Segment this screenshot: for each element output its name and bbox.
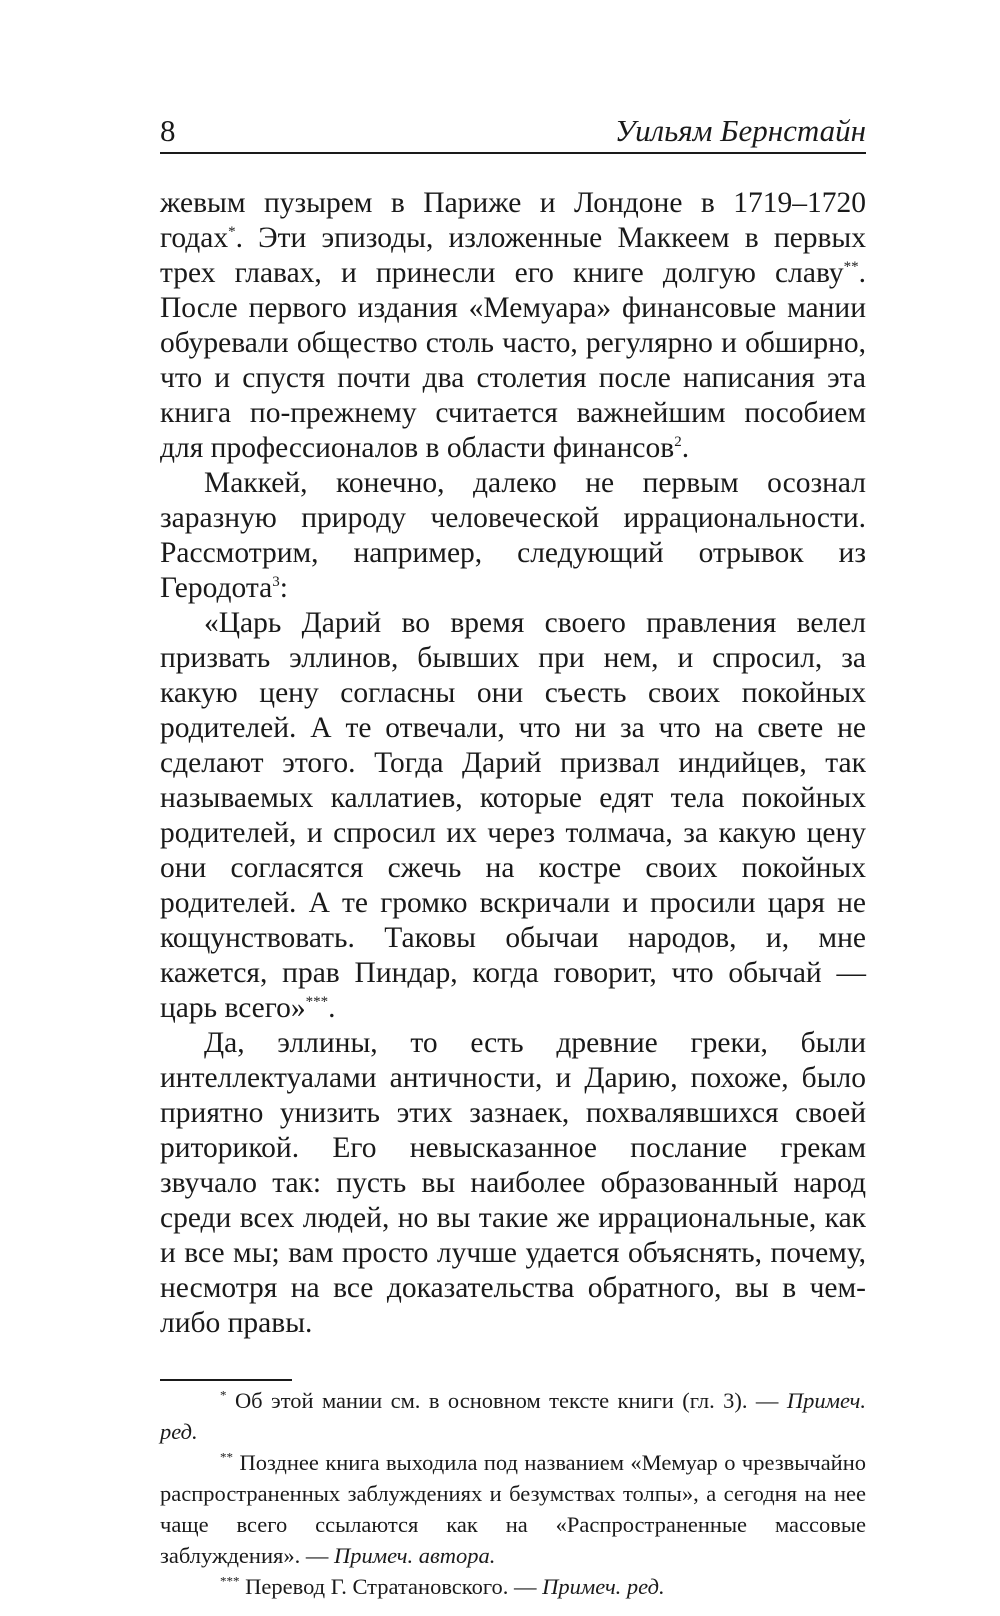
text-run: . bbox=[328, 992, 336, 1024]
page-header bbox=[160, 110, 866, 154]
paragraph-4 bbox=[160, 1026, 866, 1341]
text-run: Да, эллины, то есть древние греки, были интеллектуалами античности, и Дарию, похоже, было приятно унизить этих зазнаек, похвалявшихся своей риторикой. Его невысказанное послание грекам звучало так: пусть вы наиболее образованный народ среди всех людей, но вы такие же иррациональные, как и все мы; вам просто лучше удается объяснять, почему, несмотря на все доказательства обратного, вы в чем-либо правы. bbox=[160, 1027, 866, 1339]
footnote-marker: ** bbox=[843, 259, 859, 276]
footnote-2 bbox=[160, 1447, 866, 1571]
footnote-attribution: Примеч. ред. bbox=[160, 1388, 867, 1444]
book-page bbox=[160, 110, 866, 1602]
text-run: «Царь Дарий во время своего правления велел призвать эллинов, бывших при нем, и спросил, за какую цену согласны они съесть своих покойных родителей. А те отвечали, что ни за что на свете не сделают этого. Тогда Дарий призвал индийцев, так называемых каллатиев, которые едят тела покойных родителей, и спросил их через толмача, за какую цену они согласятся сжечь на костре своих покойных родителей. А те громко вскричали и просили царя не кощунствовать. Таковы обычаи народов, и, мне кажется, прав Пиндар, когда говорит, что обычай — царь всего» bbox=[160, 607, 866, 1024]
text-run: . После первого издания «Мемуара» финансовые мании обуревали общество столь часто, регулярно и обширно, что и спустя почти два столетия после написания эта книга по-прежнему считается важнейшим пособием для профессионалов в области финансов bbox=[160, 257, 866, 464]
text-run: . bbox=[681, 432, 690, 464]
paragraph-3-quote bbox=[160, 606, 866, 1026]
footnote-3 bbox=[160, 1571, 866, 1602]
footnote-marker: * bbox=[228, 224, 236, 241]
footnotes bbox=[160, 1385, 866, 1602]
footnote-text: Перевод Г. Стратановского. — bbox=[245, 1574, 543, 1599]
text-run: . Эти эпизоды, изложенные Маккеем в первых трех главах, и принесли его книге долгую славу bbox=[160, 222, 866, 289]
text-run: : bbox=[279, 572, 288, 604]
text-run: жевым пузырем в Париже и Лондоне в 1719–1720 годах bbox=[160, 187, 866, 254]
footnote-marker: *** bbox=[305, 994, 329, 1011]
footnote-text: Позднее книга выходила под названием «Мемуар о чрезвычайно распространенных заблуждениях и безумствах толпы», а сегодня на нее чаще всего ссылаются как на «Распространенные массовые заблуждения». — bbox=[160, 1450, 867, 1568]
footnote-attribution: Примеч. ред. bbox=[542, 1574, 665, 1599]
running-head: Уильям Бернстайн bbox=[614, 113, 866, 148]
footnote-attribution: Примеч. автора. bbox=[333, 1543, 496, 1568]
footnote-mark: * bbox=[220, 1387, 227, 1403]
endnote-marker: 3 bbox=[272, 574, 280, 591]
footnote-separator bbox=[160, 1379, 292, 1381]
paragraph-1 bbox=[160, 186, 866, 466]
footnote-1 bbox=[160, 1385, 866, 1447]
text-run: Маккей, конечно, далеко не первым осознал заразную природу человеческой иррациональности. Рассмотрим, например, следующий отрывок из Геродота bbox=[160, 467, 866, 604]
paragraph-2 bbox=[160, 466, 866, 606]
main-text bbox=[160, 186, 866, 1341]
footnote-text: Об этой мании см. в основном тексте книги (гл. 3). — bbox=[234, 1388, 787, 1413]
footnote-mark: ** bbox=[220, 1449, 233, 1465]
footnote-mark: *** bbox=[220, 1573, 240, 1589]
endnote-marker: 2 bbox=[674, 434, 682, 451]
page-number: 8 bbox=[160, 113, 176, 148]
